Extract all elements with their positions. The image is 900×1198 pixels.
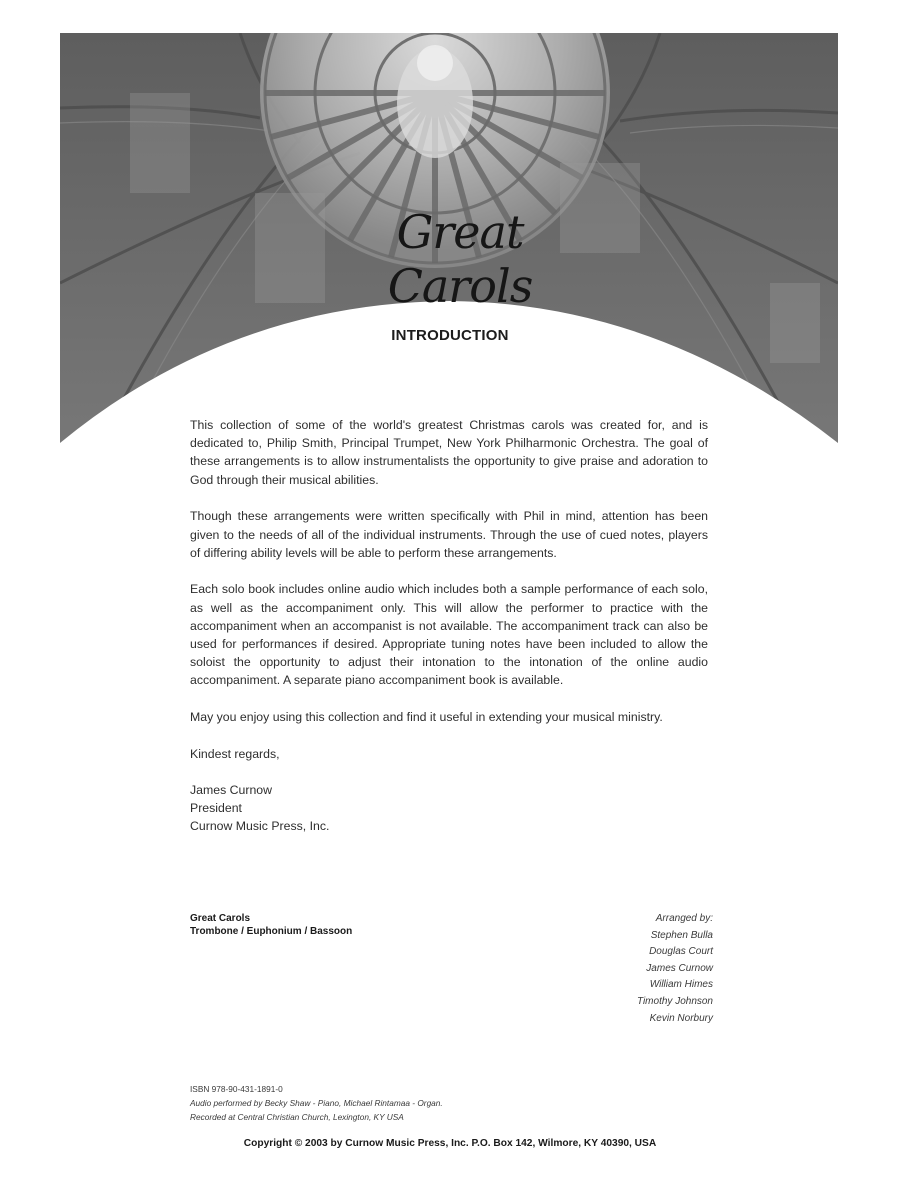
letter-closing: Kindest regards, [190,746,280,761]
book-title-logo: Great Carols [387,205,533,313]
arranger-name: Timothy Johnson [636,995,713,1007]
copyright-notice: Copyright © 2003 by Curnow Music Press, Inc. P.O. Box 142, Wilmore, KY 40390, USA [243,1138,657,1149]
arranger-name: James Curnow [646,962,713,974]
arranger-name: William Himes [649,979,713,991]
isbn: ISBN 978-90-431-1891-0 [190,1084,283,1094]
signature-title: President [190,801,242,816]
product-instruments: Trombone / Euphonium / Bassoon [190,926,353,937]
section-heading: INTRODUCTION [391,327,509,344]
letter-paragraph: Each solo book includes online audio which includes both a sample performance of each solo, as well as the accompaniment only. This will allow the performer to practice with the accompaniment when an accompanist is not available. The accompaniment track can also be used for performances if desired. Appropriate tuning notes have been included to allow the soloist the opportunity to adjust their intonation to the intonation of the online audio accompaniment. A separate piano accompaniment book is available. [190,582,708,688]
audio-credit: Audio performed by Becky Shaw - Piano, Michael Rintamaa - Organ. [190,1098,443,1108]
arrangers-label: Arranged by: [655,913,713,924]
arranger-name: Stephen Bulla [650,929,713,941]
letter-paragraph: May you enjoy using this collection and find it useful in extending your musical ministry. [190,710,663,725]
letter-paragraph: Though these arrangements were written specifically with Phil in mind, attention has been given to the needs of all of the individual instruments. Through the use of cued notes, players of differing ability levels will be able to perform these arrangements. [190,509,708,560]
product-info [190,912,450,938]
recording-credit: Recorded at Central Christian Church, Lexington, KY USA [190,1112,404,1122]
product-title: Great Carols [190,913,251,924]
introduction-letter [190,416,708,836]
arranger-name: Kevin Norbury [649,1012,713,1024]
production-credits [190,1082,690,1124]
letter-paragraph: This collection of some of the world's greatest Christmas carols was created for, and is dedicated to, Philip Smith, Principal Trumpet, New York Philharmonic Orchestra. The goal of these arrangements is to allow instrumentalists the opportunity to give praise and adoration to God through their musical abilities. [190,418,708,487]
signature-company: Curnow Music Press, Inc. [190,819,330,834]
signature-name: James Curnow [190,783,273,798]
arrangers-list [540,911,713,1027]
arranger-name: Douglas Court [649,946,713,958]
